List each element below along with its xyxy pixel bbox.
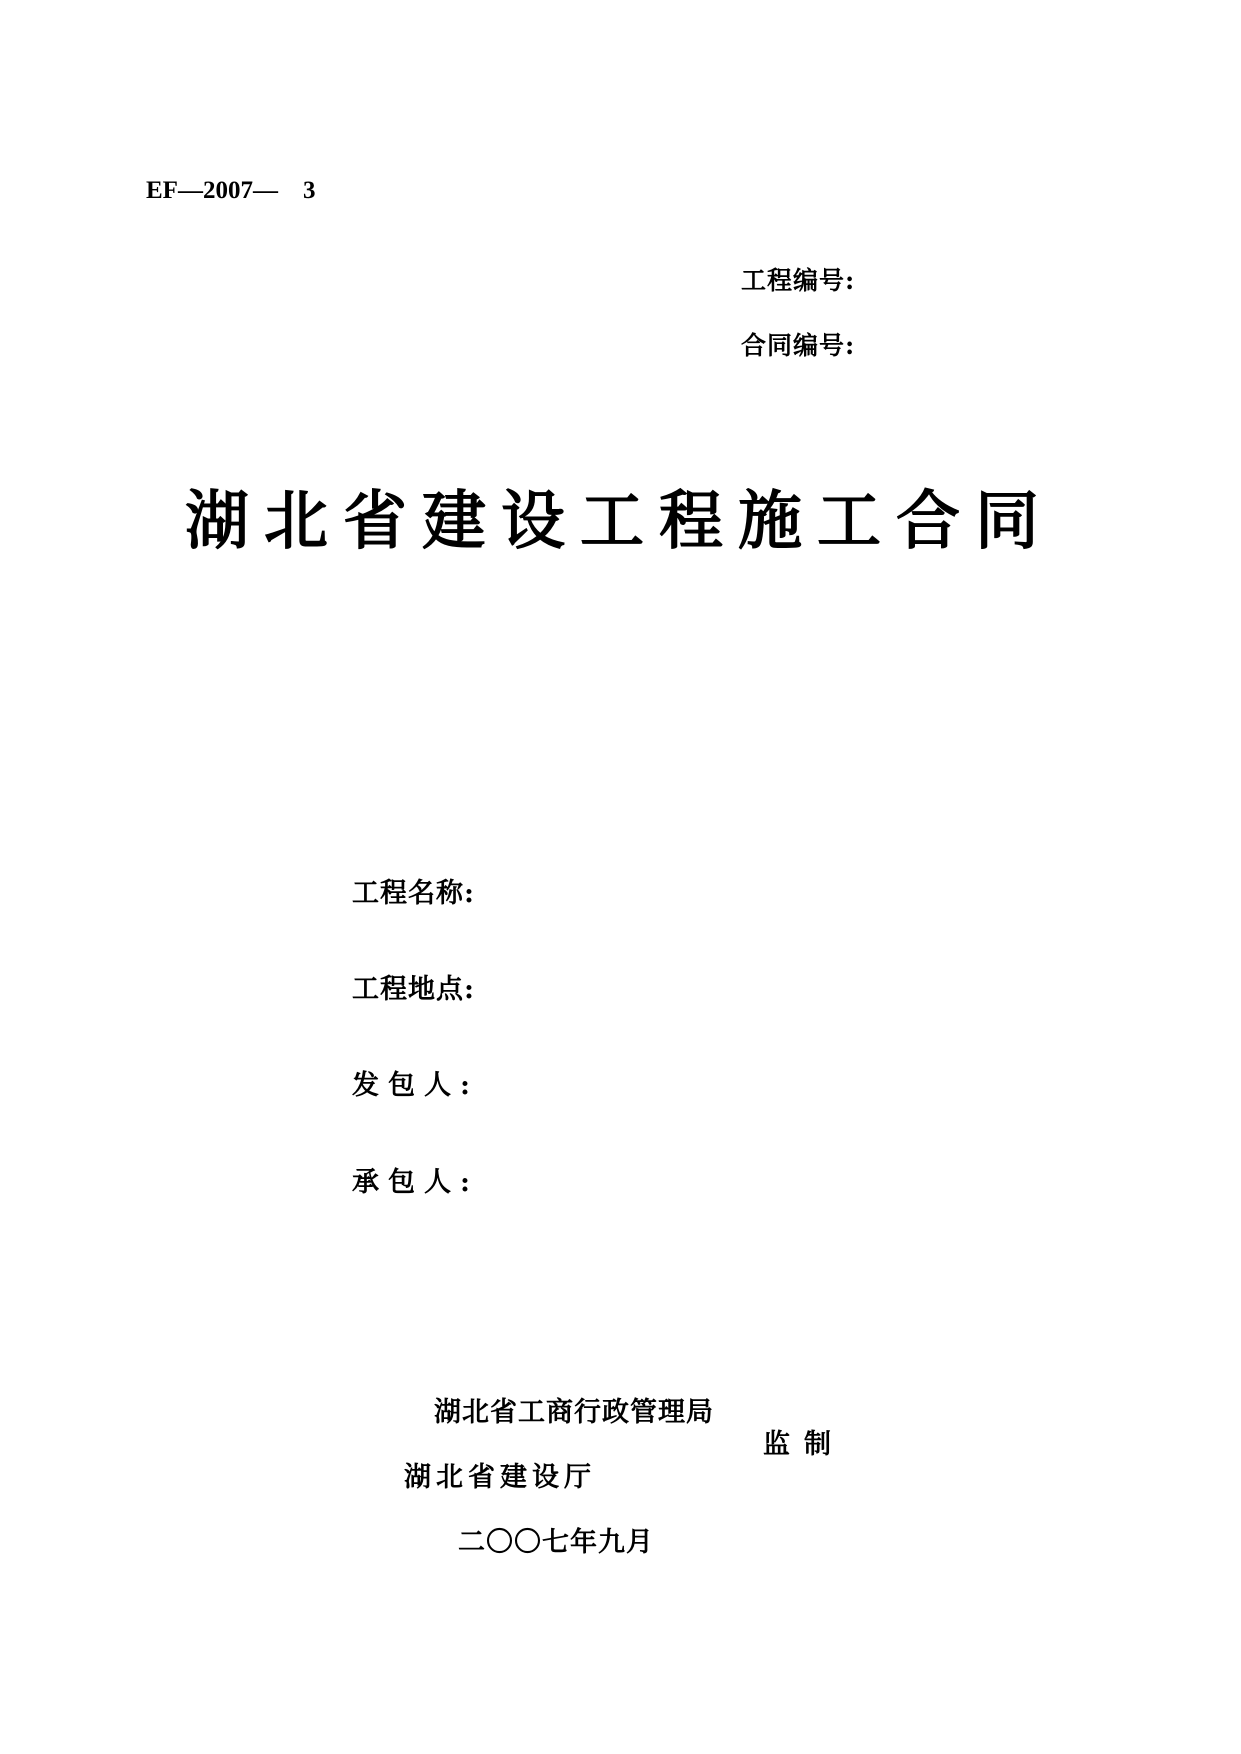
project-name-label: 工程名称: <box>352 878 475 909</box>
issuer-construction-department: 湖北省建设厅 <box>404 1462 596 1493</box>
document-code: EF—2007— 3 <box>146 177 316 204</box>
contractor-label: 承包人: <box>352 1167 479 1198</box>
page-title: 湖北省建设工程施工合同 <box>185 484 1054 559</box>
issuer-industry-commerce-bureau: 湖北省工商行政管理局 <box>434 1397 714 1428</box>
supervise-label: 监制 <box>763 1429 845 1460</box>
project-location-label: 工程地点: <box>352 974 475 1005</box>
employer-label: 发包人: <box>352 1070 479 1101</box>
contract-number-label: 合同编号: <box>741 331 856 360</box>
project-number-label: 工程编号: <box>741 266 856 295</box>
issue-date: 二〇〇七年九月 <box>458 1527 654 1558</box>
